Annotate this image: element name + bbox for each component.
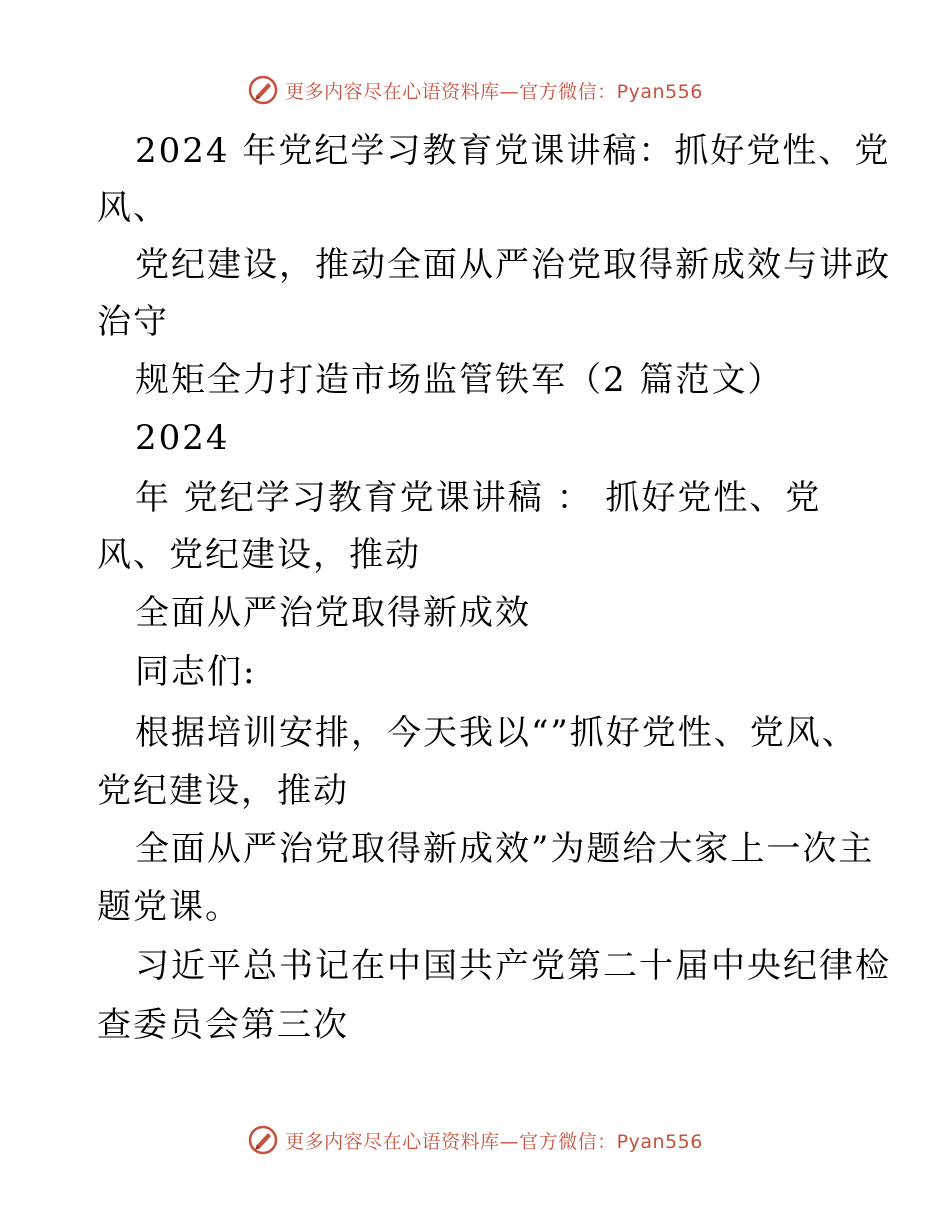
banner-text: 更多内容尽在心语资料库—官方微信：Pyan556 (285, 80, 703, 103)
paragraph-line: 党纪建设，推动 (97, 771, 349, 811)
title-line: 治守 (97, 302, 169, 342)
subtitle-line: 风、党纪建设，推动 (97, 535, 421, 575)
footer-banner (0, 1120, 950, 1160)
subtitle-line: 年 党纪学习教育党课讲稿 ： 抓好党性、党 (135, 478, 822, 518)
title-line: 规矩全力打造市场监管铁军（2 篇范文） (135, 360, 784, 400)
pen-logo-icon (247, 1124, 279, 1156)
title-line: 2024 年党纪学习教育党课讲稿：抓好党性、党 (135, 131, 891, 171)
paragraph-line: 题党课。 (97, 887, 241, 927)
subtitle-line: 2024 (135, 418, 230, 458)
paragraph-line: 查委员会第三次 (97, 1005, 349, 1045)
paragraph-line: 根据培训安排，今天我以“”抓好党性、党风、 (135, 713, 858, 753)
banner-text: 更多内容尽在心语资料库—官方微信：Pyan556 (285, 1130, 703, 1153)
paragraph-line: 全面从严治党取得新成效”为题给大家上一次主 (135, 829, 875, 869)
title-line: 风、 (97, 188, 169, 228)
title-line: 党纪建设，推动全面从严治党取得新成效与讲政 (135, 245, 891, 285)
salutation: 同志们: (135, 652, 257, 692)
subtitle-line: 全面从严治党取得新成效 (135, 593, 531, 633)
paragraph-line: 习近平总书记在中国共产党第二十届中央纪律检 (135, 946, 891, 986)
